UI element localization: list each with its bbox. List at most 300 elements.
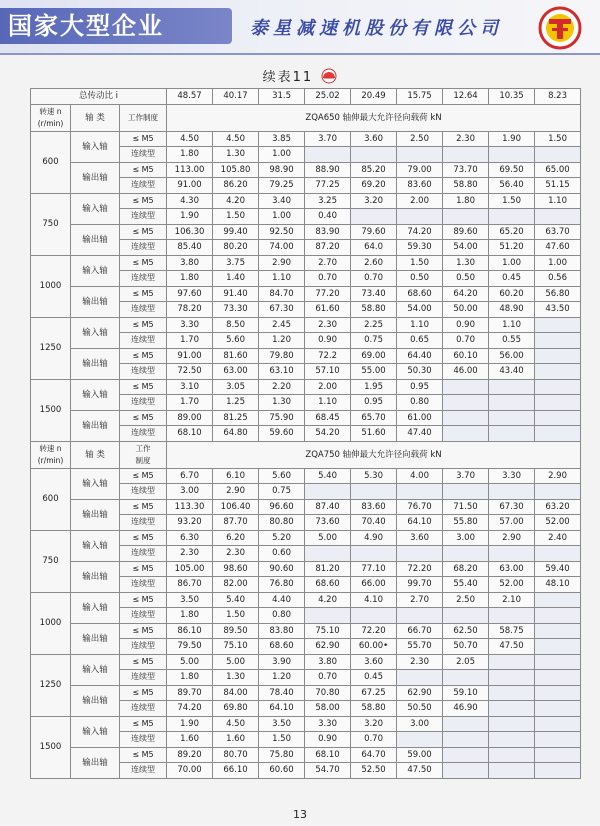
- section-title: ZQA750 轴伸最大允许径向载荷 kN: [167, 441, 581, 468]
- load-value-cell: 6.70: [167, 468, 213, 484]
- load-value-cell: 59.40: [535, 561, 581, 577]
- load-value-cell: 70.80: [305, 685, 351, 701]
- load-value-cell: 74.20: [167, 701, 213, 717]
- load-value-cell: 1.80: [167, 147, 213, 163]
- load-value-cell: 87.70: [213, 515, 259, 531]
- load-value-cell: [535, 623, 581, 639]
- load-value-cell: [489, 685, 535, 701]
- load-value-cell: 68.10: [305, 747, 351, 763]
- ratio-value: 25.02: [305, 89, 351, 105]
- load-value-cell: 3.80: [167, 255, 213, 271]
- load-value-cell: [489, 747, 535, 763]
- load-value-cell: [443, 209, 489, 225]
- load-value-cell: 85.20: [351, 162, 397, 178]
- load-value-cell: [351, 209, 397, 225]
- load-value-cell: 3.60: [351, 654, 397, 670]
- load-value-cell: 5.60: [259, 468, 305, 484]
- load-value-cell: [535, 546, 581, 562]
- load-value-cell: 81.60: [213, 348, 259, 364]
- load-value-cell: 62.90: [305, 639, 351, 655]
- load-value-cell: [535, 716, 581, 732]
- load-value-cell: 59.30: [397, 240, 443, 256]
- load-value-cell: 77.20: [305, 286, 351, 302]
- load-value-cell: 47.60: [535, 240, 581, 256]
- load-value-cell: [535, 209, 581, 225]
- load-value-cell: 55.00: [351, 364, 397, 380]
- work-mode-cell: 连续型: [120, 302, 167, 318]
- speed-cell: 1500: [31, 379, 71, 441]
- load-value-cell: [535, 147, 581, 163]
- load-value-cell: 1.90: [167, 209, 213, 225]
- load-value-cell: 1.30: [443, 255, 489, 271]
- load-value-cell: [535, 747, 581, 763]
- load-value-cell: 68.10: [167, 426, 213, 442]
- work-mode-cell: 连续型: [120, 395, 167, 411]
- work-mode-cell: 连续型: [120, 484, 167, 500]
- load-value-cell: 47.40: [397, 426, 443, 442]
- shaft-type-cell: 输入轴: [71, 193, 120, 224]
- load-value-cell: 55.70: [397, 639, 443, 655]
- load-value-cell: 72.50: [167, 364, 213, 380]
- load-value-cell: 65.70: [351, 410, 397, 426]
- load-value-cell: [305, 147, 351, 163]
- work-mode-cell: 连续型: [120, 577, 167, 593]
- load-value-cell: 48.90: [489, 302, 535, 318]
- speed-cell: 1250: [31, 654, 71, 716]
- load-value-cell: 1.80: [167, 670, 213, 686]
- ratio-value: 12.64: [443, 89, 489, 105]
- load-value-cell: 69.20: [351, 178, 397, 194]
- load-value-cell: [489, 395, 535, 411]
- table-row: [31, 162, 581, 178]
- load-value-cell: 54.20: [305, 426, 351, 442]
- load-value-cell: 3.30: [489, 468, 535, 484]
- subtitle-text: 续表11: [262, 70, 314, 85]
- speed-cell: 1500: [31, 716, 71, 778]
- table-row: [31, 530, 581, 546]
- load-value-cell: 62.90: [397, 685, 443, 701]
- load-value-cell: 6.30: [167, 530, 213, 546]
- work-mode-cell: 连续型: [120, 763, 167, 779]
- load-value-cell: 1.00: [259, 209, 305, 225]
- load-value-cell: [443, 747, 489, 763]
- section-header-row: [31, 441, 581, 468]
- work-mode-cell: ≤ M5: [120, 131, 167, 147]
- load-value-cell: 1.10: [305, 395, 351, 411]
- load-value-cell: 64.80: [213, 426, 259, 442]
- load-value-cell: 2.50: [397, 131, 443, 147]
- table-row: [31, 747, 581, 763]
- load-value-cell: [443, 484, 489, 500]
- load-value-cell: 5.00: [167, 654, 213, 670]
- load-value-cell: 83.60: [397, 178, 443, 194]
- load-value-cell: 3.70: [305, 131, 351, 147]
- load-value-cell: 6.10: [213, 468, 259, 484]
- load-value-cell: 48.10: [535, 577, 581, 593]
- load-value-cell: 79.80: [259, 348, 305, 364]
- load-value-cell: 58.80: [351, 302, 397, 318]
- load-value-cell: 58.75: [489, 623, 535, 639]
- header-left-title: 国家大型企业: [8, 12, 164, 40]
- load-value-cell: 64.70: [351, 747, 397, 763]
- load-value-cell: 2.00: [397, 193, 443, 209]
- load-value-cell: 92.50: [259, 224, 305, 240]
- load-value-cell: 67.25: [351, 685, 397, 701]
- load-value-cell: 56.40: [489, 178, 535, 194]
- load-value-cell: 2.90: [535, 468, 581, 484]
- table-row: [31, 561, 581, 577]
- load-value-cell: 75.10: [305, 623, 351, 639]
- load-value-cell: 64.10: [397, 515, 443, 531]
- load-value-cell: 63.00: [489, 561, 535, 577]
- load-value-cell: 2.00: [305, 379, 351, 395]
- load-value-cell: 57.00: [489, 515, 535, 531]
- load-value-cell: 77.10: [351, 561, 397, 577]
- load-value-cell: [535, 701, 581, 717]
- work-mode-cell: ≤ M5: [120, 592, 167, 608]
- load-value-cell: [535, 364, 581, 380]
- load-value-cell: 3.20: [351, 193, 397, 209]
- load-value-cell: 2.60: [351, 255, 397, 271]
- load-value-cell: [443, 716, 489, 732]
- load-value-cell: [443, 379, 489, 395]
- load-value-cell: 79.60: [351, 224, 397, 240]
- load-value-cell: 1.40: [213, 271, 259, 287]
- load-value-cell: 87.20: [305, 240, 351, 256]
- section-title: ZQA650 轴伸最大允许径向载荷 kN: [167, 104, 581, 131]
- ratio-value: 10.35: [489, 89, 535, 105]
- load-value-cell: 1.95: [351, 379, 397, 395]
- load-value-cell: 3.85: [259, 131, 305, 147]
- load-value-cell: 105.00: [167, 561, 213, 577]
- load-value-cell: 4.50: [167, 131, 213, 147]
- load-value-cell: [489, 701, 535, 717]
- load-value-cell: 0.70: [351, 732, 397, 748]
- load-value-cell: 80.70: [213, 747, 259, 763]
- load-value-cell: 64.40: [397, 348, 443, 364]
- load-value-cell: 46.00: [443, 364, 489, 380]
- load-value-cell: 4.10: [351, 592, 397, 608]
- work-mode-cell: ≤ M5: [120, 468, 167, 484]
- load-value-cell: 89.20: [167, 747, 213, 763]
- load-value-cell: [535, 608, 581, 624]
- load-value-cell: 51.20: [489, 240, 535, 256]
- load-value-cell: 99.40: [213, 224, 259, 240]
- load-value-cell: 80.80: [259, 515, 305, 531]
- table-row: [31, 224, 581, 240]
- load-value-cell: 93.20: [167, 515, 213, 531]
- load-value-cell: 65.00: [535, 162, 581, 178]
- load-value-cell: [305, 608, 351, 624]
- load-value-cell: 51.60: [351, 426, 397, 442]
- speed-cell: 750: [31, 530, 71, 592]
- work-mode-cell: 连续型: [120, 147, 167, 163]
- load-value-cell: 89.60: [443, 224, 489, 240]
- load-value-cell: 4.30: [167, 193, 213, 209]
- load-value-cell: 3.80: [305, 654, 351, 670]
- load-value-cell: [489, 716, 535, 732]
- load-value-cell: 0.75: [259, 484, 305, 500]
- load-value-cell: 63.70: [535, 224, 581, 240]
- shaft-header: 轴 类: [71, 441, 120, 468]
- load-value-cell: [489, 426, 535, 442]
- load-value-cell: 4.20: [213, 193, 259, 209]
- shaft-type-cell: 输出轴: [71, 410, 120, 441]
- load-value-cell: 5.40: [305, 468, 351, 484]
- shaft-type-cell: 输出轴: [71, 162, 120, 193]
- load-value-cell: 89.00: [167, 410, 213, 426]
- load-value-cell: [397, 209, 443, 225]
- load-value-cell: 59.00: [397, 747, 443, 763]
- load-value-cell: 2.10: [489, 592, 535, 608]
- load-value-cell: 5.20: [259, 530, 305, 546]
- work-mode-cell: ≤ M5: [120, 379, 167, 395]
- load-value-cell: [305, 484, 351, 500]
- load-value-cell: 80.20: [213, 240, 259, 256]
- load-value-cell: 55.40: [443, 577, 489, 593]
- speed-header: 转速 n (r/min): [31, 104, 71, 131]
- load-value-cell: [397, 608, 443, 624]
- work-mode-cell: ≤ M5: [120, 623, 167, 639]
- load-value-cell: [489, 546, 535, 562]
- load-value-cell: [443, 426, 489, 442]
- load-value-cell: 67.30: [259, 302, 305, 318]
- shaft-type-cell: 输入轴: [71, 530, 120, 561]
- load-value-cell: 85.40: [167, 240, 213, 256]
- load-value-cell: 57.10: [305, 364, 351, 380]
- work-mode-cell: ≤ M5: [120, 162, 167, 178]
- load-value-cell: 61.60: [305, 302, 351, 318]
- load-value-cell: [535, 592, 581, 608]
- shaft-type-cell: 输出轴: [71, 499, 120, 530]
- load-value-cell: 113.00: [167, 162, 213, 178]
- load-value-cell: 82.00: [213, 577, 259, 593]
- load-value-cell: 72.20: [351, 623, 397, 639]
- work-mode-cell: ≤ M5: [120, 654, 167, 670]
- work-mode-cell: 连续型: [120, 670, 167, 686]
- load-value-cell: 0.45: [351, 670, 397, 686]
- work-mode-cell: ≤ M5: [120, 348, 167, 364]
- load-value-cell: 84.70: [259, 286, 305, 302]
- load-value-cell: 54.00: [443, 240, 489, 256]
- load-value-cell: [489, 379, 535, 395]
- load-value-cell: 58.80: [443, 178, 489, 194]
- load-value-cell: 1.60: [213, 732, 259, 748]
- shaft-type-cell: 输出轴: [71, 747, 120, 778]
- shaft-type-cell: 输入轴: [71, 255, 120, 286]
- load-value-cell: [397, 546, 443, 562]
- load-value-cell: 0.80: [397, 395, 443, 411]
- work-mode-cell: ≤ M5: [120, 685, 167, 701]
- load-value-cell: 0.56: [535, 271, 581, 287]
- load-value-cell: 1.10: [259, 271, 305, 287]
- load-value-cell: 59.10: [443, 685, 489, 701]
- load-value-cell: 3.40: [259, 193, 305, 209]
- load-value-cell: 5.30: [351, 468, 397, 484]
- load-value-cell: 59.60: [259, 426, 305, 442]
- load-value-cell: 52.50: [351, 763, 397, 779]
- work-mode-cell: ≤ M5: [120, 561, 167, 577]
- load-value-cell: 1.70: [167, 333, 213, 349]
- load-value-cell: 60.60: [259, 763, 305, 779]
- load-value-cell: 3.70: [443, 468, 489, 484]
- load-value-cell: 3.90: [259, 654, 305, 670]
- load-value-cell: 68.60: [259, 639, 305, 655]
- load-value-cell: 67.30: [489, 499, 535, 515]
- section-header-row: [31, 104, 581, 131]
- load-value-cell: 5.40: [213, 592, 259, 608]
- work-mode-cell: ≤ M5: [120, 193, 167, 209]
- ratio-value: 20.49: [351, 89, 397, 105]
- load-value-cell: 3.25: [305, 193, 351, 209]
- load-value-cell: 1.70: [167, 395, 213, 411]
- load-value-cell: 79.25: [259, 178, 305, 194]
- load-value-cell: 1.50: [489, 193, 535, 209]
- load-value-cell: 3.50: [167, 592, 213, 608]
- load-value-cell: 3.00: [167, 484, 213, 500]
- load-value-cell: 64.20: [443, 286, 489, 302]
- load-value-cell: 51.15: [535, 178, 581, 194]
- load-value-cell: 81.20: [305, 561, 351, 577]
- load-value-cell: 0.55: [489, 333, 535, 349]
- load-value-cell: 113.30: [167, 499, 213, 515]
- load-value-cell: [351, 147, 397, 163]
- load-value-cell: 3.30: [305, 716, 351, 732]
- work-mode-header: 工作 制度: [120, 441, 167, 468]
- work-mode-cell: 连续型: [120, 546, 167, 562]
- load-value-cell: 0.90: [443, 317, 489, 333]
- work-mode-cell: 连续型: [120, 732, 167, 748]
- load-value-cell: 61.00: [397, 410, 443, 426]
- load-value-cell: 2.45: [259, 317, 305, 333]
- load-value-cell: 5.00: [213, 654, 259, 670]
- load-value-cell: 86.70: [167, 577, 213, 593]
- load-value-cell: 64.0: [351, 240, 397, 256]
- load-value-cell: 70.40: [351, 515, 397, 531]
- table-row: [31, 131, 581, 147]
- shaft-type-cell: 输入轴: [71, 716, 120, 747]
- table-row: [31, 255, 581, 271]
- work-mode-cell: 连续型: [120, 364, 167, 380]
- load-value-cell: 96.60: [259, 499, 305, 515]
- work-mode-cell: 连续型: [120, 271, 167, 287]
- load-value-cell: 76.70: [397, 499, 443, 515]
- speed-header: 转速 n (r/min): [31, 441, 71, 468]
- load-value-cell: 52.00: [489, 577, 535, 593]
- load-value-cell: 75.10: [213, 639, 259, 655]
- load-value-cell: 65.20: [489, 224, 535, 240]
- shaft-type-cell: 输出轴: [71, 623, 120, 654]
- load-value-cell: 66.70: [397, 623, 443, 639]
- work-mode-cell: ≤ M5: [120, 716, 167, 732]
- load-value-cell: 91.00: [167, 348, 213, 364]
- load-value-cell: 6.20: [213, 530, 259, 546]
- load-value-cell: 71.50: [443, 499, 489, 515]
- load-value-cell: [489, 147, 535, 163]
- load-value-cell: [443, 395, 489, 411]
- work-mode-cell: 连续型: [120, 209, 167, 225]
- load-value-cell: 1.50: [259, 732, 305, 748]
- load-value-cell: 1.00: [535, 255, 581, 271]
- load-value-cell: 2.30: [213, 546, 259, 562]
- load-value-cell: [443, 732, 489, 748]
- load-value-cell: 1.50: [213, 608, 259, 624]
- load-value-cell: 52.00: [535, 515, 581, 531]
- load-value-cell: 105.80: [213, 162, 259, 178]
- load-value-cell: 1.20: [259, 670, 305, 686]
- load-value-cell: 58.00: [305, 701, 351, 717]
- load-value-cell: 4.50: [213, 131, 259, 147]
- load-value-cell: 58.80: [351, 701, 397, 717]
- load-value-cell: 0.70: [305, 670, 351, 686]
- load-value-cell: 1.50: [213, 209, 259, 225]
- load-value-cell: 106.40: [213, 499, 259, 515]
- work-mode-cell: 连续型: [120, 515, 167, 531]
- load-value-cell: 0.45: [489, 271, 535, 287]
- load-value-cell: 73.70: [443, 162, 489, 178]
- load-value-cell: [397, 732, 443, 748]
- load-value-cell: 62.50: [443, 623, 489, 639]
- load-value-cell: 3.60: [397, 530, 443, 546]
- load-value-cell: 99.70: [397, 577, 443, 593]
- load-value-cell: 86.20: [213, 178, 259, 194]
- load-value-cell: 2.90: [489, 530, 535, 546]
- load-value-cell: 0.75: [351, 333, 397, 349]
- load-value-cell: 5.60: [213, 333, 259, 349]
- load-value-cell: [397, 147, 443, 163]
- work-mode-cell: ≤ M5: [120, 499, 167, 515]
- load-value-cell: [489, 608, 535, 624]
- load-value-cell: [535, 732, 581, 748]
- table-row: [31, 410, 581, 426]
- load-value-cell: 64.10: [259, 701, 305, 717]
- work-mode-cell: ≤ M5: [120, 224, 167, 240]
- load-value-cell: 68.60: [305, 577, 351, 593]
- shaft-type-cell: 输入轴: [71, 317, 120, 348]
- work-mode-cell: 连续型: [120, 333, 167, 349]
- load-value-cell: [535, 317, 581, 333]
- load-value-cell: 98.60: [213, 561, 259, 577]
- load-value-cell: 1.30: [213, 670, 259, 686]
- load-value-cell: 1.80: [443, 193, 489, 209]
- shaft-header: 轴 类: [71, 104, 120, 131]
- work-mode-cell: ≤ M5: [120, 286, 167, 302]
- load-value-cell: 1.10: [489, 317, 535, 333]
- load-value-cell: 2.90: [259, 255, 305, 271]
- load-value-cell: 78.40: [259, 685, 305, 701]
- work-mode-cell: 连续型: [120, 608, 167, 624]
- load-value-cell: 0.60: [259, 546, 305, 562]
- load-value-cell: 79.00: [397, 162, 443, 178]
- load-value-cell: 8.50: [213, 317, 259, 333]
- load-value-cell: 1.50: [397, 255, 443, 271]
- load-value-cell: [535, 410, 581, 426]
- page-number: 13: [293, 808, 307, 821]
- load-value-cell: [443, 763, 489, 779]
- load-value-cell: 46.90: [443, 701, 489, 717]
- load-value-cell: 60.00•: [351, 639, 397, 655]
- speed-cell: 1000: [31, 592, 71, 654]
- load-value-cell: 1.10: [397, 317, 443, 333]
- load-value-cell: 55.80: [443, 515, 489, 531]
- load-value-cell: [443, 546, 489, 562]
- load-value-cell: [351, 608, 397, 624]
- radial-load-table: [30, 88, 581, 779]
- load-value-cell: 0.50: [397, 271, 443, 287]
- load-value-cell: 73.60: [305, 515, 351, 531]
- load-value-cell: 66.10: [213, 763, 259, 779]
- work-mode-cell: 连续型: [120, 639, 167, 655]
